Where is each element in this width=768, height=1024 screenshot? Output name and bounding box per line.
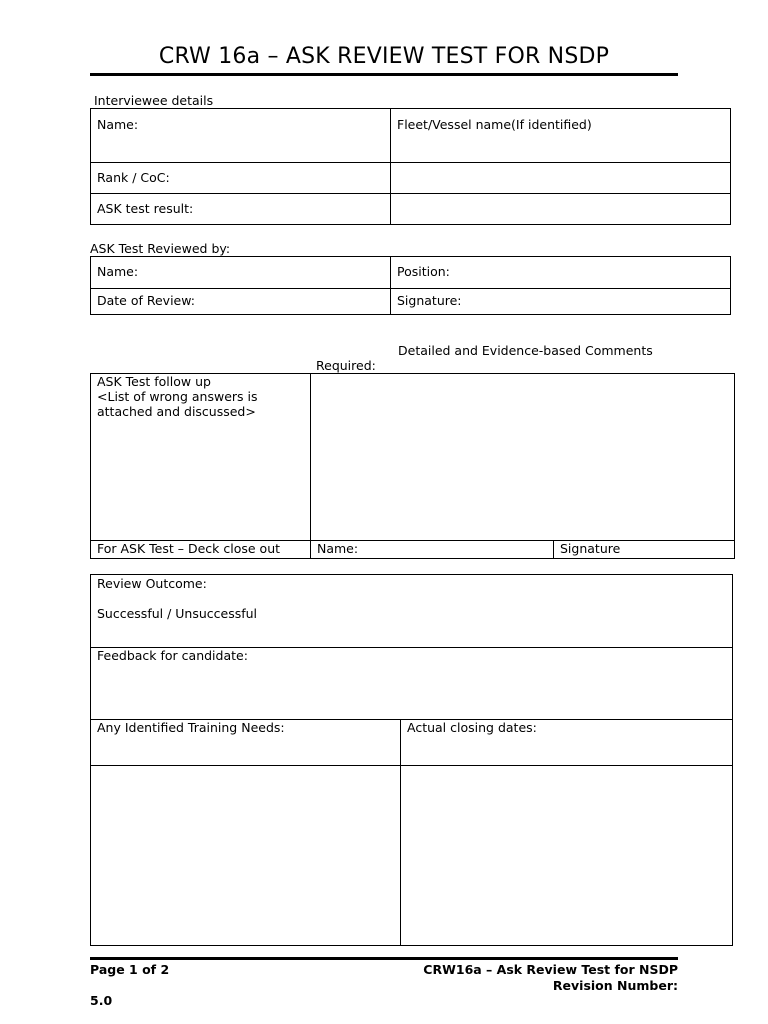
close-out-signature-label: Signature [560, 541, 621, 556]
interviewee-name-cell[interactable] [91, 109, 391, 163]
footer-document-title: CRW16a – Ask Review Test for NSDP [423, 962, 678, 977]
reviewer-signature-label: Signature: [397, 293, 462, 308]
training-needs-field[interactable] [91, 766, 401, 946]
feedback-cell[interactable] [91, 648, 733, 720]
outcome-table [90, 574, 733, 946]
close-out-label: For ASK Test – Deck close out [97, 541, 281, 556]
reviewer-table [90, 256, 731, 315]
review-outcome-cell[interactable] [91, 575, 733, 648]
close-out-name-cell[interactable] [311, 541, 554, 559]
follow-up-table [90, 373, 735, 559]
follow-up-cell [91, 374, 311, 541]
reviewer-name-cell[interactable] [91, 257, 391, 289]
comments-required-label: Required: [316, 358, 376, 373]
ask-result-cell[interactable] [91, 194, 391, 225]
reviewer-section-label: ASK Test Reviewed by: [90, 241, 231, 256]
comments-heading: Detailed and Evidence-based Comments [398, 343, 653, 358]
follow-up-note-line1: <List of wrong answers is [97, 389, 258, 404]
page-number: Page 1 of 2 [90, 962, 170, 977]
closing-dates-field[interactable] [401, 766, 733, 946]
rank-coc-value-cell[interactable] [391, 163, 731, 194]
review-date-cell[interactable] [91, 289, 391, 315]
follow-up-title: ASK Test follow up [97, 374, 211, 389]
fleet-vessel-label: Fleet/Vessel name(If identified) [397, 117, 592, 132]
review-outcome-value: Successful / Unsuccessful [97, 606, 258, 621]
close-out-signature-cell[interactable] [554, 541, 735, 559]
fleet-vessel-cell[interactable] [391, 109, 731, 163]
review-date-label: Date of Review: [97, 293, 195, 308]
comments-field[interactable] [311, 374, 735, 541]
interviewee-section-label: Interviewee details [94, 93, 214, 108]
close-out-name-label: Name: [317, 541, 359, 556]
closing-dates-cell [401, 720, 733, 766]
ask-result-label: ASK test result: [97, 201, 194, 216]
reviewer-signature-cell[interactable] [391, 289, 731, 315]
interviewee-table [90, 108, 731, 225]
closing-dates-label: Actual closing dates: [407, 720, 537, 735]
page-title: CRW 16a – ASK REVIEW TEST FOR NSDP [158, 44, 610, 69]
footer-revision-label: Revision Number: [552, 978, 678, 993]
training-needs-cell [91, 720, 401, 766]
follow-up-note-line2: attached and discussed> [97, 404, 256, 419]
interviewee-name-label: Name: [97, 117, 139, 132]
review-outcome-label: Review Outcome: [97, 576, 207, 591]
reviewer-position-cell[interactable] [391, 257, 731, 289]
close-out-cell [91, 541, 311, 559]
title-divider [90, 73, 678, 76]
footer-divider [90, 957, 678, 960]
feedback-label: Feedback for candidate: [97, 648, 248, 663]
training-needs-label: Any Identified Training Needs: [97, 720, 285, 735]
reviewer-name-label: Name: [97, 264, 139, 279]
rank-coc-label: Rank / CoC: [97, 170, 170, 185]
footer-revision-number: 5.0 [90, 993, 113, 1008]
reviewer-position-label: Position: [397, 264, 450, 279]
rank-coc-cell[interactable] [91, 163, 391, 194]
ask-result-value-cell[interactable] [391, 194, 731, 225]
